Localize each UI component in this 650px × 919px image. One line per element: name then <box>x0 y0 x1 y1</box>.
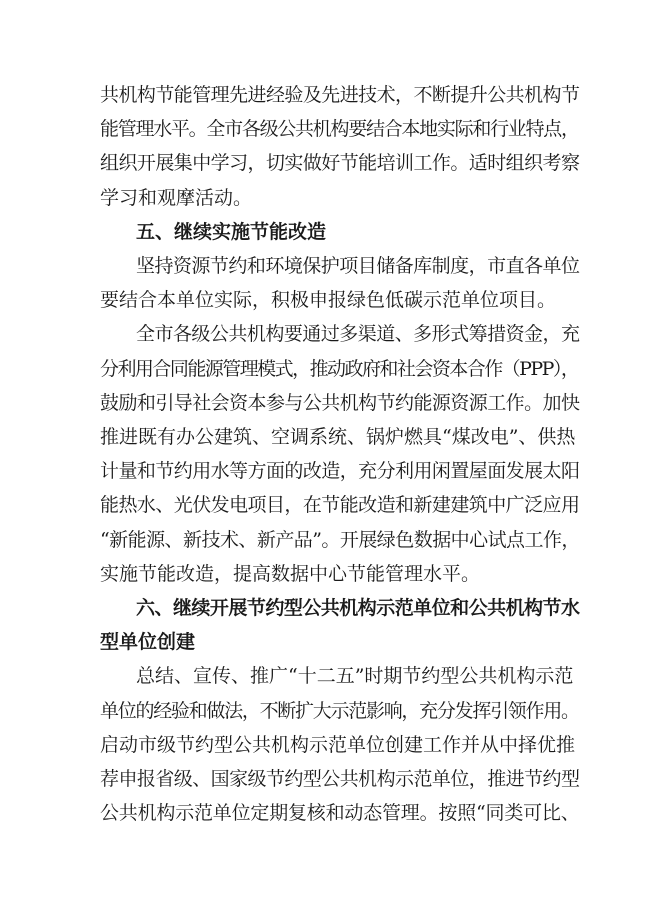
paragraph-line: 计量和节约用水等方面的改造，充分利用闲置屋面发展太阳 <box>100 460 580 483</box>
paragraph-line: 全市各级公共机构要通过多渠道、多形式筹措资金，充 <box>136 323 580 346</box>
paragraph-line: 能热水、光伏发电项目，在节能改造和新建建筑中广泛应用 <box>100 494 580 517</box>
paragraph-line: “新能源、新技术、新产品”。开展绿色数据中心试点工作， <box>100 528 580 551</box>
paragraph-line: 荐申报省级、国家级节约型公共机构示范单位，推进节约型 <box>100 768 580 790</box>
section-heading-line: 六、继续开展节约型公共机构示范单位和公共机构节水 <box>136 597 580 619</box>
paragraph-line: 单位的经验和做法，不断扩大示范影响，充分发挥引领作用。 <box>100 699 579 722</box>
paragraph-line: 实施节能改造，提高数据中心节能管理水平。 <box>100 562 481 585</box>
paragraph-line: 公共机构示范单位定期复核和动态管理。按照“同类可比、 <box>100 802 580 825</box>
section-heading-line: 五、继续实施节能改造 <box>136 220 327 243</box>
paragraph-line: 总结、宣传、推广“十二五”时期节约型公共机构示范 <box>136 665 574 688</box>
paragraph-line: 推进既有办公建筑、空调系统、锅炉燃具“煤改电”、供热 <box>100 426 576 448</box>
paragraph-line: 鼓励和引导社会资本参与公共机构节约能源资源工作。加快 <box>100 391 580 414</box>
paragraph-line: 要结合本单位实际，积极申报绿色低碳示范单位项目。 <box>100 289 557 312</box>
paragraph-line: 启动市级节约型公共机构示范单位创建工作并从中择优推 <box>100 733 576 756</box>
paragraph-line: 坚持资源节约和环境保护项目储备库制度，市直各单位 <box>136 255 580 277</box>
paragraph-line: 组织开展集中学习，切实做好节能培训工作。适时组织考察 <box>100 152 580 175</box>
paragraph-line: 能管理水平。全市各级公共机构要结合本地实际和行业特点， <box>100 118 579 141</box>
section-heading-line: 型单位创建 <box>100 631 196 654</box>
paragraph-line: 学习和观摩活动。 <box>100 186 253 209</box>
paragraph-line: 分利用合同能源管理模式，推动政府和社会资本合作（PPP）， <box>100 357 579 380</box>
paragraph-line: 共机构节能管理先进经验及先进技术，不断提升公共机构节 <box>100 84 580 106</box>
